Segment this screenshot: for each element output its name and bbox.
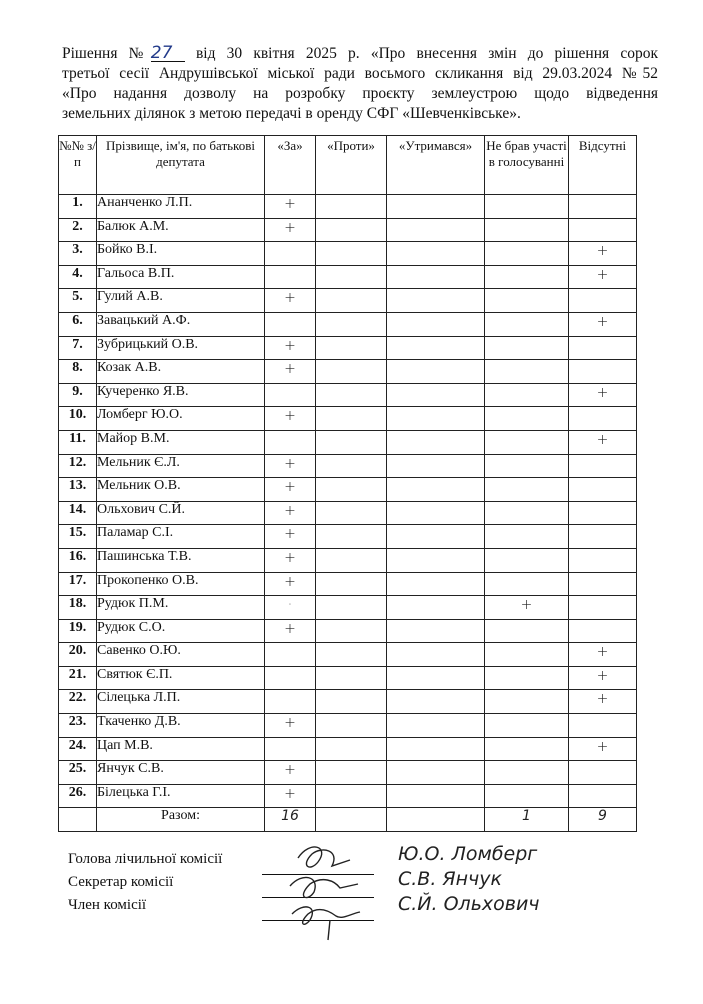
vote-mark-za: + bbox=[265, 407, 316, 431]
vote-mark-utr bbox=[387, 619, 485, 643]
vote-mark-utr bbox=[387, 265, 485, 289]
deputy-name: Мельник Є.Л. bbox=[97, 454, 265, 478]
total-utrymavsia bbox=[387, 808, 485, 832]
row-number: 10. bbox=[59, 407, 97, 431]
row-number: 24. bbox=[59, 737, 97, 761]
row-number: 19. bbox=[59, 619, 97, 643]
row-number: 14. bbox=[59, 501, 97, 525]
signature-roles bbox=[68, 848, 222, 917]
deputy-name: Ломберг Ю.О. bbox=[97, 407, 265, 431]
vote-mark-utr bbox=[387, 572, 485, 596]
vote-mark-nb bbox=[485, 360, 569, 384]
vote-mark-vid bbox=[569, 218, 637, 242]
row-number: 1. bbox=[59, 195, 97, 219]
vote-mark-proty bbox=[316, 383, 387, 407]
row-number: 13. bbox=[59, 478, 97, 502]
vote-mark-za: + bbox=[265, 289, 316, 313]
col-header-vidsutni: Відсутні bbox=[569, 136, 637, 195]
totals-empty-cell bbox=[59, 808, 97, 832]
deputy-name: Зубрицький О.В. bbox=[97, 336, 265, 360]
vote-mark-vid bbox=[569, 714, 637, 738]
table-row bbox=[59, 737, 637, 761]
table-body bbox=[59, 195, 637, 808]
table-row bbox=[59, 596, 637, 620]
row-number: 8. bbox=[59, 360, 97, 384]
vote-mark-proty bbox=[316, 714, 387, 738]
vote-mark-proty bbox=[316, 737, 387, 761]
vote-mark-za: + bbox=[265, 548, 316, 572]
vote-mark-vid bbox=[569, 572, 637, 596]
vote-mark-vid bbox=[569, 548, 637, 572]
vote-mark-vid bbox=[569, 336, 637, 360]
vote-mark-za: + bbox=[265, 360, 316, 384]
vote-mark-utr bbox=[387, 761, 485, 785]
vote-mark-za: + bbox=[265, 501, 316, 525]
vote-mark-vid: + bbox=[569, 737, 637, 761]
vote-mark-nb bbox=[485, 195, 569, 219]
vote-mark-utr bbox=[387, 548, 485, 572]
vote-mark-nb bbox=[485, 312, 569, 336]
vote-mark-nb bbox=[485, 265, 569, 289]
vote-mark-vid bbox=[569, 360, 637, 384]
vote-mark-proty bbox=[316, 619, 387, 643]
deputy-name: Сілецька Л.П. bbox=[97, 690, 265, 714]
table-row bbox=[59, 454, 637, 478]
vote-mark-utr bbox=[387, 525, 485, 549]
vote-mark-za: + bbox=[265, 714, 316, 738]
table-row bbox=[59, 195, 637, 219]
deputy-name: Бойко В.І. bbox=[97, 242, 265, 266]
row-number: 23. bbox=[59, 714, 97, 738]
vote-mark-nb bbox=[485, 619, 569, 643]
deputy-name: Мельник О.В. bbox=[97, 478, 265, 502]
vote-mark-vid: + bbox=[569, 690, 637, 714]
voting-table bbox=[58, 135, 637, 832]
vote-mark-utr bbox=[387, 312, 485, 336]
signer-name-1: Ю.О. Ломберг bbox=[398, 843, 538, 865]
vote-mark-nb bbox=[485, 289, 569, 313]
vote-mark-utr bbox=[387, 596, 485, 620]
vote-mark-vid: + bbox=[569, 430, 637, 454]
deputy-name: Святюк Є.П. bbox=[97, 666, 265, 690]
vote-mark-za: + bbox=[265, 195, 316, 219]
deputy-name: Балюк А.М. bbox=[97, 218, 265, 242]
table-row bbox=[59, 383, 637, 407]
vote-mark-proty bbox=[316, 572, 387, 596]
vote-mark-proty bbox=[316, 643, 387, 667]
row-number: 5. bbox=[59, 289, 97, 313]
table-row bbox=[59, 761, 637, 785]
col-header-za: «За» bbox=[265, 136, 316, 195]
vote-mark-utr bbox=[387, 218, 485, 242]
table-row bbox=[59, 478, 637, 502]
vote-mark-nb bbox=[485, 218, 569, 242]
signer-name-3: С.Й. Ольхович bbox=[398, 893, 540, 915]
vote-mark-utr bbox=[387, 242, 485, 266]
row-number: 26. bbox=[59, 784, 97, 808]
row-number: 22. bbox=[59, 690, 97, 714]
vote-mark-za bbox=[265, 265, 316, 289]
role-secretary: Секретар комісії bbox=[68, 874, 174, 890]
vote-mark-nb bbox=[485, 714, 569, 738]
vote-mark-nb bbox=[485, 525, 569, 549]
vote-mark-utr bbox=[387, 360, 485, 384]
vote-mark-nb bbox=[485, 643, 569, 667]
vote-mark-za: + bbox=[265, 478, 316, 502]
decision-number: 27 bbox=[151, 45, 185, 62]
vote-mark-proty bbox=[316, 336, 387, 360]
row-number: 17. bbox=[59, 572, 97, 596]
vote-mark-utr bbox=[387, 454, 485, 478]
col-header-name: Прізвище, ім'я, по батькові депутата bbox=[97, 136, 265, 195]
vote-mark-proty bbox=[316, 761, 387, 785]
vote-mark-utr bbox=[387, 289, 485, 313]
col-header-utrymavsia: «Утримався» bbox=[387, 136, 485, 195]
vote-mark-za bbox=[265, 242, 316, 266]
vote-mark-utr bbox=[387, 478, 485, 502]
vote-mark-nb bbox=[485, 407, 569, 431]
vote-mark-za bbox=[265, 737, 316, 761]
vote-mark-proty bbox=[316, 360, 387, 384]
vote-mark-vid: + bbox=[569, 312, 637, 336]
vote-mark-proty bbox=[316, 525, 387, 549]
vote-mark-vid bbox=[569, 761, 637, 785]
table-row bbox=[59, 312, 637, 336]
vote-mark-za bbox=[265, 643, 316, 667]
vote-mark-proty bbox=[316, 195, 387, 219]
table-row bbox=[59, 548, 637, 572]
vote-mark-nb bbox=[485, 784, 569, 808]
table-row bbox=[59, 501, 637, 525]
deputy-name: Паламар С.І. bbox=[97, 525, 265, 549]
deputy-name: Гальоса В.П. bbox=[97, 265, 265, 289]
header-line-1: Рішення №27 від 30 квітня 2025 р. «Про внесення змін до рішення сорок bbox=[62, 43, 658, 63]
deputy-name: Рудюк П.М. bbox=[97, 596, 265, 620]
total-ne-brav: 1 bbox=[485, 808, 569, 832]
vote-mark-vid bbox=[569, 525, 637, 549]
deputy-name: Білецька Г.І. bbox=[97, 784, 265, 808]
vote-mark-vid bbox=[569, 478, 637, 502]
table-row bbox=[59, 265, 637, 289]
vote-mark-za: + bbox=[265, 525, 316, 549]
row-number: 4. bbox=[59, 265, 97, 289]
table-header-row bbox=[59, 136, 637, 195]
vote-mark-nb bbox=[485, 548, 569, 572]
vote-mark-vid: + bbox=[569, 242, 637, 266]
vote-mark-utr bbox=[387, 737, 485, 761]
col-header-number: №№ з/п bbox=[59, 136, 97, 195]
vote-mark-za: + bbox=[265, 572, 316, 596]
table-row bbox=[59, 714, 637, 738]
vote-mark-proty bbox=[316, 289, 387, 313]
total-proty bbox=[316, 808, 387, 832]
vote-mark-nb bbox=[485, 336, 569, 360]
vote-mark-za bbox=[265, 383, 316, 407]
vote-mark-utr bbox=[387, 501, 485, 525]
vote-mark-vid bbox=[569, 407, 637, 431]
table-row bbox=[59, 218, 637, 242]
signer-name-2: С.В. Янчук bbox=[398, 868, 502, 890]
table-row bbox=[59, 643, 637, 667]
vote-mark-proty bbox=[316, 666, 387, 690]
vote-mark-za bbox=[265, 430, 316, 454]
totals-row bbox=[59, 808, 637, 832]
vote-mark-utr bbox=[387, 195, 485, 219]
deputy-name: Янчук С.В. bbox=[97, 761, 265, 785]
vote-mark-proty bbox=[316, 596, 387, 620]
row-number: 21. bbox=[59, 666, 97, 690]
total-za: 16 bbox=[265, 808, 316, 832]
vote-mark-utr bbox=[387, 714, 485, 738]
vote-mark-vid: + bbox=[569, 666, 637, 690]
vote-mark-nb bbox=[485, 242, 569, 266]
total-vidsutni: 9 bbox=[569, 808, 637, 832]
vote-mark-za: + bbox=[265, 619, 316, 643]
table-row bbox=[59, 336, 637, 360]
vote-mark-za bbox=[265, 690, 316, 714]
row-number: 20. bbox=[59, 643, 97, 667]
vote-mark-utr bbox=[387, 690, 485, 714]
vote-mark-proty bbox=[316, 784, 387, 808]
vote-mark-nb bbox=[485, 478, 569, 502]
vote-mark-vid bbox=[569, 289, 637, 313]
vote-mark-utr bbox=[387, 430, 485, 454]
row-number: 6. bbox=[59, 312, 97, 336]
deputy-name: Завацький А.Ф. bbox=[97, 312, 265, 336]
role-head: Голова лічильної комісії bbox=[68, 851, 223, 867]
vote-mark-nb bbox=[485, 454, 569, 478]
vote-mark-proty bbox=[316, 265, 387, 289]
vote-mark-za: + bbox=[265, 218, 316, 242]
deputy-name: Ткаченко Д.В. bbox=[97, 714, 265, 738]
vote-mark-vid bbox=[569, 619, 637, 643]
vote-mark-za: + bbox=[265, 761, 316, 785]
totals-label: Разом: bbox=[97, 808, 265, 832]
vote-mark-proty bbox=[316, 430, 387, 454]
vote-mark-utr bbox=[387, 784, 485, 808]
table-row bbox=[59, 619, 637, 643]
table-row bbox=[59, 430, 637, 454]
vote-mark-utr bbox=[387, 383, 485, 407]
deputy-name: Рудюк С.О. bbox=[97, 619, 265, 643]
vote-mark-utr bbox=[387, 407, 485, 431]
vote-mark-vid bbox=[569, 596, 637, 620]
vote-mark-vid: + bbox=[569, 265, 637, 289]
header-line-4: земельних ділянок з метою передачі в оренду СФГ «Шевченківське». bbox=[62, 105, 521, 122]
vote-mark-za: + bbox=[265, 336, 316, 360]
row-number: 25. bbox=[59, 761, 97, 785]
col-header-ne-brav: Не брав участі в голосуванні bbox=[485, 136, 569, 195]
row-number: 15. bbox=[59, 525, 97, 549]
signature-names bbox=[398, 842, 540, 917]
row-number: 7. bbox=[59, 336, 97, 360]
vote-mark-vid bbox=[569, 501, 637, 525]
vote-mark-vid bbox=[569, 784, 637, 808]
vote-mark-nb: + bbox=[485, 596, 569, 620]
vote-mark-proty bbox=[316, 218, 387, 242]
vote-mark-proty bbox=[316, 312, 387, 336]
vote-mark-nb bbox=[485, 383, 569, 407]
vote-mark-proty bbox=[316, 501, 387, 525]
header-line-2: третьої сесії Андрушівської міської ради восьмого скликання від 29.03.2024 №52 bbox=[62, 65, 658, 82]
table-row bbox=[59, 525, 637, 549]
vote-mark-proty bbox=[316, 454, 387, 478]
deputy-name: Пашинська Т.В. bbox=[97, 548, 265, 572]
row-number: 12. bbox=[59, 454, 97, 478]
table-row bbox=[59, 360, 637, 384]
row-number: 3. bbox=[59, 242, 97, 266]
vote-mark-za: · bbox=[265, 596, 316, 620]
vote-mark-proty bbox=[316, 242, 387, 266]
table-row bbox=[59, 690, 637, 714]
vote-mark-nb bbox=[485, 737, 569, 761]
vote-mark-nb bbox=[485, 501, 569, 525]
vote-mark-utr bbox=[387, 336, 485, 360]
vote-mark-vid bbox=[569, 454, 637, 478]
col-header-proty: «Проти» bbox=[316, 136, 387, 195]
vote-mark-utr bbox=[387, 643, 485, 667]
vote-mark-proty bbox=[316, 407, 387, 431]
table-row bbox=[59, 666, 637, 690]
row-number: 2. bbox=[59, 218, 97, 242]
deputy-name: Кучеренко Я.В. bbox=[97, 383, 265, 407]
table-row bbox=[59, 289, 637, 313]
row-number: 16. bbox=[59, 548, 97, 572]
deputy-name: Ольхович С.Й. bbox=[97, 501, 265, 525]
role-member: Член комісії bbox=[68, 897, 147, 913]
deputy-name: Прокопенко О.В. bbox=[97, 572, 265, 596]
vote-mark-nb bbox=[485, 690, 569, 714]
decision-header bbox=[62, 44, 658, 124]
vote-mark-nb bbox=[485, 430, 569, 454]
table-row bbox=[59, 784, 637, 808]
row-number: 11. bbox=[59, 430, 97, 454]
table-row bbox=[59, 572, 637, 596]
vote-mark-proty bbox=[316, 548, 387, 572]
deputy-name: Козак А.В. bbox=[97, 360, 265, 384]
deputy-name: Ананченко Л.П. bbox=[97, 195, 265, 219]
vote-mark-za: + bbox=[265, 454, 316, 478]
vote-mark-vid: + bbox=[569, 643, 637, 667]
vote-mark-proty bbox=[316, 690, 387, 714]
vote-mark-vid: + bbox=[569, 383, 637, 407]
vote-mark-za: + bbox=[265, 784, 316, 808]
vote-mark-vid bbox=[569, 195, 637, 219]
vote-mark-utr bbox=[387, 666, 485, 690]
handwritten-signatures-icon bbox=[270, 836, 390, 946]
deputy-name: Гулий А.В. bbox=[97, 289, 265, 313]
deputy-name: Савенко О.Ю. bbox=[97, 643, 265, 667]
row-number: 18. bbox=[59, 596, 97, 620]
vote-mark-proty bbox=[316, 478, 387, 502]
vote-mark-za bbox=[265, 312, 316, 336]
row-number: 9. bbox=[59, 383, 97, 407]
header-line-3: «Про надання дозволу на розробку проєкту землеустрою щодо відведення bbox=[62, 85, 658, 102]
vote-mark-nb bbox=[485, 761, 569, 785]
table-row bbox=[59, 242, 637, 266]
vote-mark-nb bbox=[485, 666, 569, 690]
deputy-name: Майор В.М. bbox=[97, 430, 265, 454]
deputy-name: Цап М.В. bbox=[97, 737, 265, 761]
vote-mark-nb bbox=[485, 572, 569, 596]
table-row bbox=[59, 407, 637, 431]
vote-mark-za bbox=[265, 666, 316, 690]
